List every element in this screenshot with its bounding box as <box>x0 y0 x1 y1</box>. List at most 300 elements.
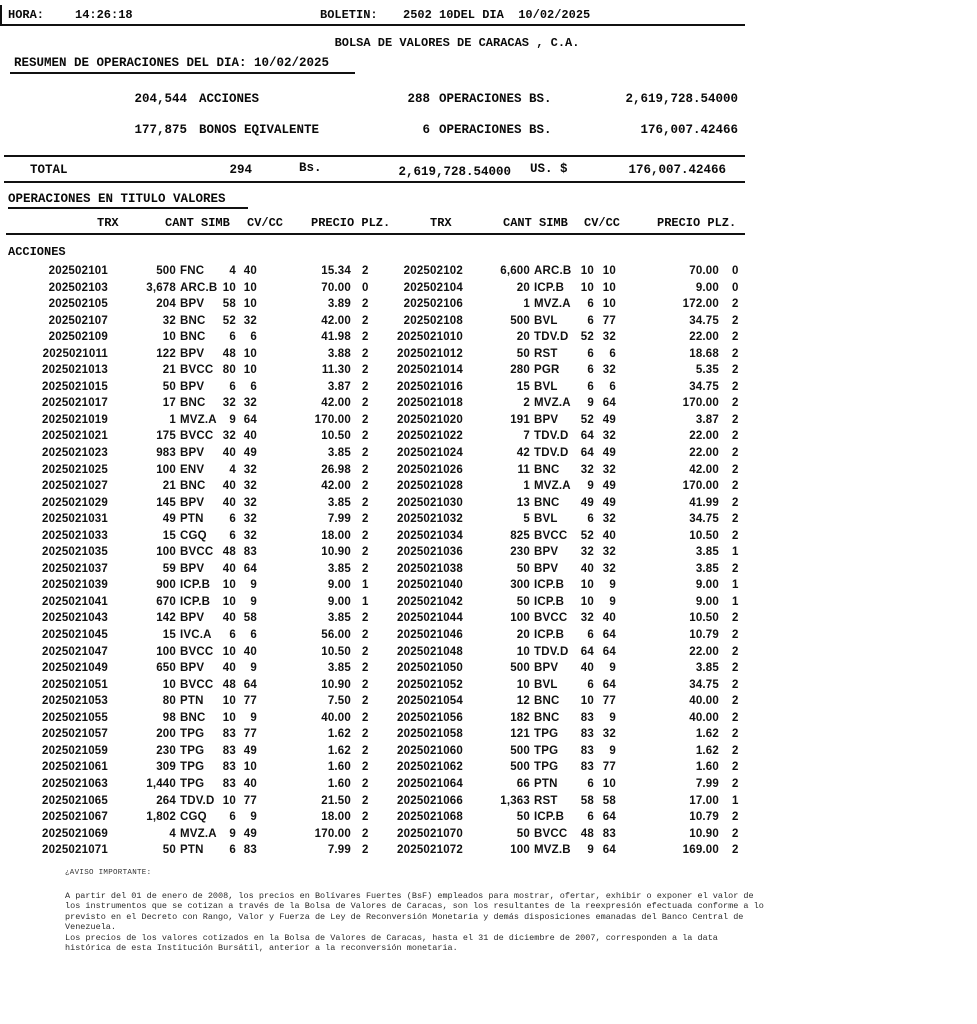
trx-cell: 2025021031 <box>42 513 108 526</box>
cc-cell: 64 <box>602 678 616 691</box>
bonos-ops: 6 <box>422 123 430 137</box>
table-row <box>0 544 977 561</box>
total-label: TOTAL <box>30 163 68 177</box>
cc-cell: 49 <box>602 480 616 493</box>
precio-cell: 170.00 <box>682 397 719 410</box>
plz-cell: 2 <box>362 844 369 857</box>
precio-cell: 169.00 <box>682 844 719 857</box>
section-title: OPERACIONES EN TITULO VALORES <box>8 192 226 206</box>
trx-cell: 2025021049 <box>42 662 108 675</box>
precio-cell: 22.00 <box>689 430 719 443</box>
cc-cell: 32 <box>602 562 616 575</box>
precio-cell: 3.85 <box>695 662 719 675</box>
aviso-line: A partir del 01 de enero de 2008, los precios en Bolívares Fuertes (BsF) empleados para mostrar, ofertar, exhibir o exponer el valor de <box>65 891 754 901</box>
trx-cell: 2025021043 <box>42 612 108 625</box>
simb-cell: TPG <box>180 761 205 774</box>
table-row <box>0 644 977 661</box>
trx-cell: 2025021041 <box>42 595 108 608</box>
simb-cell: BVL <box>534 314 558 327</box>
precio-cell: 40.00 <box>689 711 719 724</box>
simb-cell: PTN <box>180 513 204 526</box>
cv-cell: 6 <box>587 364 594 377</box>
cv-cell: 48 <box>222 678 236 691</box>
cant-cell: 1,363 <box>500 794 530 807</box>
cc-cell: 10 <box>243 364 257 377</box>
simb-cell: ICP.B <box>534 281 565 294</box>
cv-cell: 58 <box>580 794 594 807</box>
cant-cell: 6,600 <box>500 265 530 277</box>
table-row <box>0 511 977 528</box>
cv-cell: 9 <box>587 397 594 410</box>
cc-cell: 83 <box>243 546 257 559</box>
trx-cell: 2025021063 <box>42 777 108 790</box>
cc-cell: 10 <box>243 761 257 774</box>
trx-cell: 2025021032 <box>397 513 463 526</box>
plz-cell: 2 <box>362 629 369 642</box>
table-row <box>0 842 977 859</box>
plz-cell: 2 <box>732 397 739 410</box>
simb-cell: ARC.B <box>534 265 572 277</box>
cv-cell: 9 <box>587 844 594 857</box>
precio-cell: 9.00 <box>695 281 719 294</box>
cc-cell: 9 <box>609 595 616 608</box>
cv-cell: 6 <box>587 347 594 360</box>
trx-cell: 2025021072 <box>397 844 463 857</box>
cc-cell: 32 <box>602 430 616 443</box>
simb-cell: BVCC <box>180 678 214 691</box>
cc-cell: 10 <box>602 777 616 790</box>
plz-cell: 2 <box>362 397 369 410</box>
simb-cell: FNC <box>180 265 205 277</box>
precio-cell: 56.00 <box>321 629 351 642</box>
cc-cell: 49 <box>243 447 257 460</box>
trx-cell: 2025021034 <box>397 529 463 542</box>
trx-cell: 2025021019 <box>42 413 108 426</box>
cant-cell: 2 <box>523 397 530 410</box>
plz-cell: 2 <box>362 777 369 790</box>
table-row <box>0 362 977 379</box>
plz-cell: 2 <box>732 777 739 790</box>
cc-cell: 10 <box>602 281 616 294</box>
trx-cell: 202502107 <box>48 314 108 327</box>
precio-cell: 3.85 <box>327 612 351 625</box>
cv-cell: 10 <box>222 579 236 592</box>
cv-cell: 10 <box>580 281 594 294</box>
simb-cell: ENV <box>180 463 205 476</box>
cant-cell: 20 <box>516 281 530 294</box>
cant-cell: 50 <box>516 827 530 840</box>
cv-cell: 83 <box>222 744 236 757</box>
precio-cell: 41.99 <box>689 496 719 509</box>
plz-cell: 2 <box>362 529 369 542</box>
cv-cell: 40 <box>222 496 236 509</box>
aviso-line: previsto en el Decreto con Rango, Valor y Fuerza de Ley de Reconversión Monetaria y demás disposiciones emanadas del Banco Central de <box>65 911 744 922</box>
cc-cell: 64 <box>602 629 616 642</box>
total-bs-value: 2,619,728.54000 <box>398 165 511 179</box>
cc-cell: 49 <box>243 744 257 757</box>
cant-cell: 11 <box>517 463 530 476</box>
cant-cell: 50 <box>162 380 176 393</box>
cc-cell: 6 <box>250 380 257 393</box>
trx-cell: 2025021048 <box>397 645 463 658</box>
cv-cell: 83 <box>222 777 236 790</box>
table-row <box>0 660 977 677</box>
plz-cell: 2 <box>732 844 739 857</box>
precio-cell: 3.85 <box>327 562 351 575</box>
trx-cell: 2025021062 <box>397 761 463 774</box>
simb-cell: MVZ.A <box>534 298 571 311</box>
cv-cell: 6 <box>587 298 594 311</box>
trx-cell: 2025021025 <box>42 463 108 476</box>
simb-cell: MVZ.B <box>534 844 571 857</box>
simb-cell: PTN <box>180 695 204 708</box>
trx-cell: 2025021065 <box>42 794 108 807</box>
trx-cell: 2025021030 <box>397 496 463 509</box>
trx-cell: 2025021066 <box>397 794 463 807</box>
cant-cell: 4 <box>169 827 176 840</box>
simb-cell: BNC <box>534 711 560 724</box>
precio-cell: 18.68 <box>689 347 719 360</box>
cv-cell: 40 <box>222 662 236 675</box>
cv-cell: 4 <box>229 463 236 476</box>
table-row <box>0 793 977 810</box>
cv-cell: 10 <box>580 595 594 608</box>
cant-cell: 300 <box>510 579 530 592</box>
precio-cell: 170.00 <box>314 413 351 426</box>
simb-cell: TDV.D <box>534 430 569 443</box>
cant-cell: 182 <box>510 711 530 724</box>
cc-cell: 32 <box>243 513 257 526</box>
cc-cell: 40 <box>243 430 257 443</box>
plz-cell: 2 <box>362 380 369 393</box>
simb-cell: BNC <box>180 314 206 327</box>
total-count: 294 <box>229 163 252 177</box>
cc-cell: 77 <box>602 314 616 327</box>
col-header-cvcc-right: CV/CC <box>584 216 621 230</box>
trx-cell: 2025021044 <box>397 612 463 625</box>
simb-cell: TPG <box>180 744 205 757</box>
trx-cell: 2025021056 <box>397 711 463 724</box>
simb-cell: RST <box>534 794 558 807</box>
simb-cell: TPG <box>534 744 559 757</box>
precio-cell: 3.85 <box>327 496 351 509</box>
cant-cell: 650 <box>156 662 176 675</box>
cant-cell: 21 <box>162 364 176 377</box>
trx-cell: 2025021033 <box>42 529 108 542</box>
cc-cell: 40 <box>243 265 257 277</box>
precio-cell: 42.00 <box>321 480 351 493</box>
plz-cell: 2 <box>362 562 369 575</box>
plz-cell: 2 <box>732 711 739 724</box>
cv-cell: 10 <box>222 595 236 608</box>
col-header-precio-left: PRECIO PLZ. <box>311 216 391 230</box>
trx-cell: 2025021037 <box>42 562 108 575</box>
simb-cell: BVL <box>534 678 558 691</box>
cc-cell: 6 <box>609 347 616 360</box>
simb-cell: BPV <box>180 380 205 393</box>
simb-cell: PTN <box>180 844 204 857</box>
cc-cell: 83 <box>602 827 616 840</box>
simb-cell: MVZ.A <box>180 413 217 426</box>
precio-cell: 18.00 <box>321 529 351 542</box>
cv-cell: 32 <box>580 612 594 625</box>
precio-cell: 41.98 <box>321 331 351 344</box>
resumen-title: RESUMEN DE OPERACIONES DEL DIA: 10/02/2025 <box>14 56 330 70</box>
cv-cell: 6 <box>229 513 236 526</box>
trx-cell: 2025021054 <box>397 695 463 708</box>
cant-cell: 50 <box>516 562 530 575</box>
precio-cell: 1.60 <box>327 761 351 774</box>
plz-cell: 2 <box>732 562 739 575</box>
cant-cell: 15 <box>162 529 176 542</box>
cv-cell: 58 <box>222 298 236 311</box>
cc-cell: 9 <box>250 811 257 824</box>
acciones-qty: 204,544 <box>134 92 187 106</box>
trx-cell: 2025021040 <box>397 579 463 592</box>
trx-cell: 2025021058 <box>397 728 463 741</box>
table-row <box>0 462 977 479</box>
simb-cell: ICP.B <box>534 811 565 824</box>
cant-cell: 10 <box>516 645 530 658</box>
cv-cell: 10 <box>580 265 594 277</box>
precio-cell: 34.75 <box>689 380 719 393</box>
trx-cell: 202502104 <box>403 281 463 294</box>
simb-cell: ICP.B <box>534 595 565 608</box>
table-row <box>0 329 977 346</box>
trx-cell: 2025021023 <box>42 447 108 460</box>
simb-cell: BPV <box>180 612 205 625</box>
cc-cell: 10 <box>602 298 616 311</box>
cant-cell: 100 <box>510 844 530 857</box>
table-row <box>0 743 977 760</box>
cc-cell: 9 <box>609 744 616 757</box>
plz-cell: 2 <box>732 529 739 542</box>
simb-cell: TDV.D <box>534 645 569 658</box>
table-row <box>0 726 977 743</box>
cv-cell: 32 <box>580 463 594 476</box>
col-header-cant-left: CANT SIMB <box>165 216 230 230</box>
simb-cell: TDV.D <box>534 447 569 460</box>
cv-cell: 6 <box>587 314 594 327</box>
cc-cell: 49 <box>243 827 257 840</box>
precio-cell: 26.98 <box>321 463 351 476</box>
cv-cell: 40 <box>222 562 236 575</box>
plz-cell: 2 <box>362 430 369 443</box>
cv-cell: 10 <box>222 645 236 658</box>
cant-cell: 983 <box>156 447 176 460</box>
bonos-label: BONOS EQIVALENTE <box>199 123 320 137</box>
cant-cell: 49 <box>162 513 176 526</box>
header-divider <box>0 24 745 26</box>
plz-cell: 2 <box>732 331 739 344</box>
cant-cell: 32 <box>162 314 176 327</box>
precio-cell: 11.30 <box>321 364 351 377</box>
aviso-text <box>65 891 785 953</box>
cant-cell: 500 <box>510 744 530 757</box>
cant-cell: 500 <box>510 662 530 675</box>
plz-cell: 2 <box>362 447 369 460</box>
precio-cell: 40.00 <box>689 695 719 708</box>
trx-cell: 202502108 <box>403 314 463 327</box>
cv-cell: 32 <box>222 397 236 410</box>
cant-cell: 50 <box>516 347 530 360</box>
cv-cell: 6 <box>587 380 594 393</box>
cant-cell: 7 <box>523 430 530 443</box>
cv-cell: 52 <box>580 529 594 542</box>
table-header-divider <box>6 233 745 235</box>
simb-cell: CGQ <box>180 529 207 542</box>
cc-cell: 32 <box>602 546 616 559</box>
hora-label: HORA: <box>8 8 45 22</box>
plz-cell: 2 <box>732 430 739 443</box>
table-row <box>0 445 977 462</box>
plz-cell: 2 <box>732 480 739 493</box>
trx-cell: 2025021012 <box>397 347 463 360</box>
trx-cell: 2025021053 <box>42 695 108 708</box>
plz-cell: 1 <box>732 546 739 559</box>
table-row <box>0 296 977 313</box>
trx-cell: 2025021059 <box>42 744 108 757</box>
precio-cell: 22.00 <box>689 447 719 460</box>
plz-cell: 2 <box>362 794 369 807</box>
acciones-ops-label: OPERACIONES BS. <box>439 92 552 106</box>
simb-cell: BNC <box>534 463 560 476</box>
precio-cell: 1.62 <box>695 728 719 741</box>
plz-cell: 1 <box>732 595 739 608</box>
cant-cell: 12 <box>516 695 530 708</box>
trx-cell: 2025021069 <box>42 827 108 840</box>
trx-cell: 202502106 <box>403 298 463 311</box>
precio-cell: 1.62 <box>695 744 719 757</box>
cant-cell: 900 <box>156 579 176 592</box>
cv-cell: 48 <box>222 347 236 360</box>
total-top-divider <box>4 155 745 157</box>
trx-cell: 2025021038 <box>397 562 463 575</box>
cc-cell: 9 <box>250 595 257 608</box>
cv-cell: 10 <box>222 794 236 807</box>
cv-cell: 10 <box>222 281 236 294</box>
cant-cell: 10 <box>516 678 530 691</box>
plz-cell: 2 <box>732 811 739 824</box>
simb-cell: BPV <box>534 546 559 559</box>
plz-cell: 2 <box>362 612 369 625</box>
precio-cell: 170.00 <box>682 480 719 493</box>
precio-cell: 10.90 <box>321 678 351 691</box>
simb-cell: TDV.D <box>534 331 569 344</box>
cc-cell: 32 <box>243 480 257 493</box>
cant-cell: 280 <box>510 364 530 377</box>
table-row <box>0 528 977 545</box>
cv-cell: 6 <box>587 678 594 691</box>
simb-cell: BVCC <box>534 827 568 840</box>
trx-cell: 2025021042 <box>397 595 463 608</box>
cv-cell: 9 <box>587 480 594 493</box>
cc-cell: 32 <box>602 331 616 344</box>
cant-cell: 50 <box>516 595 530 608</box>
simb-cell: BNC <box>180 397 206 410</box>
simb-cell: BNC <box>180 331 206 344</box>
cc-cell: 32 <box>602 364 616 377</box>
precio-cell: 34.75 <box>689 678 719 691</box>
cv-cell: 10 <box>580 695 594 708</box>
precio-cell: 10.90 <box>321 546 351 559</box>
trx-cell: 2025021036 <box>397 546 463 559</box>
cc-cell: 9 <box>250 711 257 724</box>
cc-cell: 49 <box>602 447 616 460</box>
trx-cell: 2025021039 <box>42 579 108 592</box>
cc-cell: 6 <box>250 629 257 642</box>
trx-cell: 2025021028 <box>397 480 463 493</box>
trx-cell: 2025021014 <box>397 364 463 377</box>
aviso-line: los instrumentos que se cotizan a través de la Bolsa de Valores de Caracas, son los resultantes de la reexpresión efectuada conforme a lo <box>65 901 764 912</box>
trx-cell: 2025021027 <box>42 480 108 493</box>
group-label-acciones: ACCIONES <box>8 245 66 259</box>
cant-cell: 3,678 <box>146 281 176 294</box>
cc-cell: 32 <box>243 496 257 509</box>
cant-cell: 13 <box>516 496 530 509</box>
cv-cell: 6 <box>229 629 236 642</box>
plz-cell: 0 <box>362 281 369 294</box>
simb-cell: MVZ.A <box>534 480 571 493</box>
precio-cell: 18.00 <box>321 811 351 824</box>
trx-cell: 2025021051 <box>42 678 108 691</box>
cv-cell: 83 <box>580 744 594 757</box>
plz-cell: 2 <box>732 827 739 840</box>
simb-cell: MVZ.A <box>180 827 217 840</box>
table-row <box>0 627 977 644</box>
plz-cell: 2 <box>732 380 739 393</box>
cant-cell: 59 <box>162 562 176 575</box>
precio-cell: 22.00 <box>689 645 719 658</box>
precio-cell: 70.00 <box>689 265 719 277</box>
precio-cell: 5.35 <box>695 364 719 377</box>
precio-cell: 3.88 <box>327 347 351 360</box>
table-row <box>0 594 977 611</box>
cant-cell: 17 <box>162 397 176 410</box>
hora-value: 14:26:18 <box>75 8 133 22</box>
precio-cell: 42.00 <box>321 314 351 327</box>
cv-cell: 6 <box>229 380 236 393</box>
cant-cell: 10 <box>162 331 176 344</box>
simb-cell: ARC.B <box>180 281 218 294</box>
cv-cell: 64 <box>580 447 594 460</box>
table-row <box>0 826 977 843</box>
cant-cell: 1,440 <box>146 777 176 790</box>
cv-cell: 83 <box>580 761 594 774</box>
cv-cell: 83 <box>222 761 236 774</box>
table-row <box>0 280 977 297</box>
plz-cell: 2 <box>732 728 739 741</box>
precio-cell: 7.50 <box>327 695 351 708</box>
table-row <box>0 313 977 330</box>
precio-cell: 3.85 <box>695 562 719 575</box>
plz-cell: 2 <box>732 447 739 460</box>
trx-cell: 2025021050 <box>397 662 463 675</box>
acciones-rows <box>0 263 977 859</box>
trx-cell: 2025021022 <box>397 430 463 443</box>
cv-cell: 52 <box>580 413 594 426</box>
plz-cell: 2 <box>362 695 369 708</box>
cv-cell: 48 <box>580 827 594 840</box>
cc-cell: 9 <box>250 579 257 592</box>
table-row <box>0 710 977 727</box>
table-row <box>0 495 977 512</box>
header-left-border <box>0 5 2 26</box>
boletin-label: BOLETIN: <box>320 8 378 22</box>
plz-cell: 2 <box>362 347 369 360</box>
cant-cell: 21 <box>162 480 176 493</box>
plz-cell: 2 <box>362 744 369 757</box>
